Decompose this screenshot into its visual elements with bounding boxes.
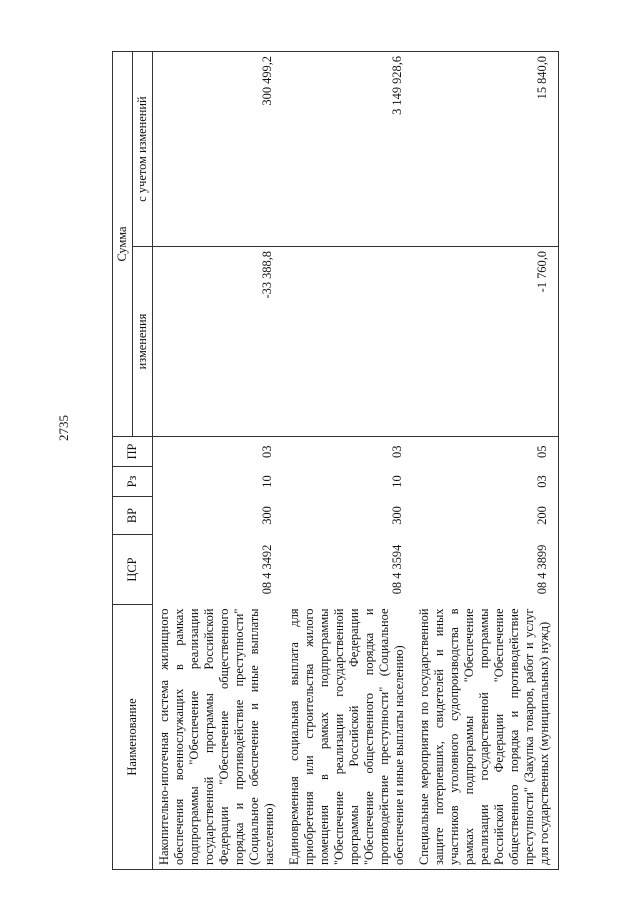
- row-pr: 05: [413, 437, 559, 467]
- row-changes: [283, 247, 413, 437]
- header-name: Наименование: [113, 605, 153, 870]
- row-with-changes: 3 149 928,6: [283, 52, 413, 247]
- table-row: [153, 52, 284, 870]
- page-number: 2735: [56, 415, 71, 441]
- header-vr: ВР: [113, 497, 153, 535]
- table-row: [413, 52, 559, 870]
- header-changes: изменения: [133, 247, 153, 437]
- header-pr: ПР: [113, 437, 153, 467]
- row-pr: 03: [390, 445, 404, 458]
- row-vr: 300: [390, 506, 404, 525]
- row-with-changes: 300 499,2: [153, 52, 284, 247]
- row-rz: 10: [260, 475, 274, 488]
- header-csr: ЦСР: [113, 535, 153, 605]
- header-row-1: [113, 52, 133, 870]
- row-changes: -1 760,0: [413, 247, 559, 437]
- row-vr: 300: [260, 506, 274, 525]
- row-rz: 10: [390, 475, 404, 488]
- row-rz: 03: [413, 467, 559, 497]
- header-rz: Рз: [113, 467, 153, 497]
- header-sum: Сумма: [113, 52, 133, 437]
- row-name: Единовременная социальная выплата для приобретения или строительства жилого помещения в рамках подпрограммы "Обеспечение реализации государственной программы Российской Федерации "Обеспечение общественного порядка и противодействие преступности" (Социальное обеспечение и иные выплаты населению): [283, 605, 413, 870]
- budget-table-sheet: [32, 20, 592, 880]
- budget-table: [112, 51, 559, 870]
- row-pr: 03: [260, 445, 274, 458]
- row-csr: 08 4 3492: [260, 544, 274, 595]
- row-changes: -33 388,8: [153, 247, 284, 437]
- table-row: [283, 52, 413, 870]
- row-name: Специальные мероприятия по государственной защите потерпевших, свидетелей и иных участников уголовного судопроизводства в рамках подпрограммы "Обеспечение реализации государственной программы Российской Федерации "Обеспечение общественного порядка и противодействие преступности" (Закупка товаров, работ и услуг для государственных (муниципальных) нужд): [413, 605, 559, 870]
- row-csr: 08 4 3594: [390, 544, 404, 595]
- row-name: Накопительно-ипотечная система жилищного обеспечения военнослужащих в рамках подпрограммы "Обеспечение реализации государственной программы Российской Федерации "Обеспечение общественного порядка и противодействие преступности" (Социальное обеспечение и иные выплаты населению): [153, 605, 284, 870]
- row-with-changes: 15 840,0: [413, 52, 559, 247]
- row-csr: 08 4 3899: [413, 535, 559, 605]
- header-with-changes: с учетом изменений: [133, 52, 153, 247]
- row-vr: 200: [413, 497, 559, 535]
